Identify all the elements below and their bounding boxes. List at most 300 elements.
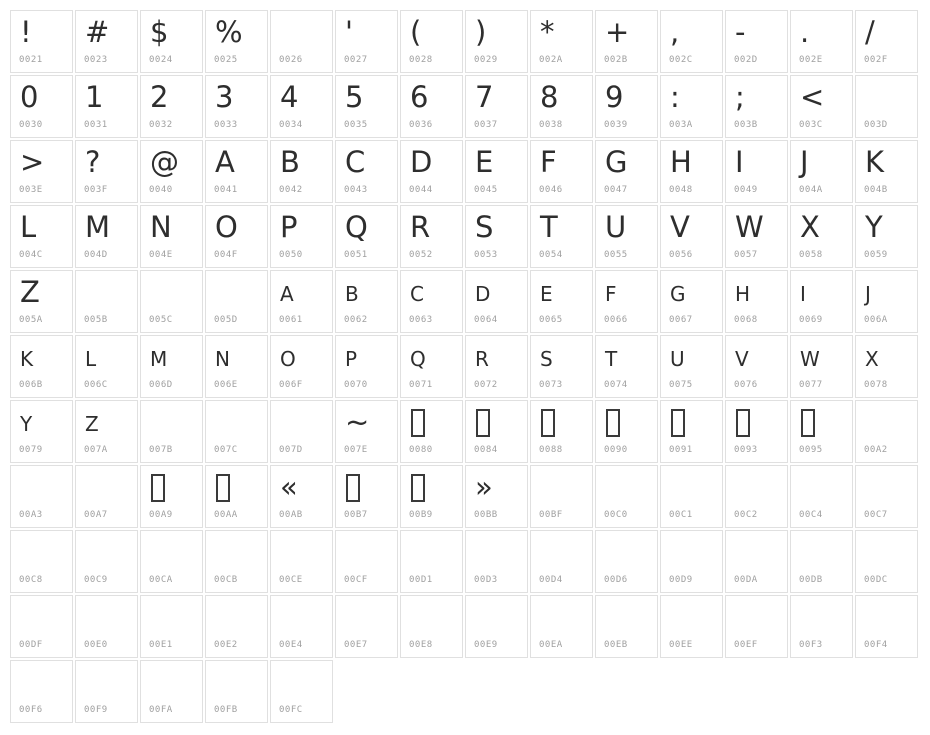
glyph-cell [270,270,333,333]
glyph-cell [205,400,268,463]
glyph-char: M [85,210,111,244]
glyph-char: U [605,210,627,244]
codepoint-label: 0075 [669,380,693,390]
glyph-char: C [410,282,424,306]
codepoint-label: 003C [799,120,823,130]
glyph-cell [530,270,593,333]
glyph-char: 6 [410,80,429,114]
glyph-char: X [865,347,879,371]
glyph-cell [465,530,528,593]
glyph-cell [335,205,398,268]
codepoint-label: 004D [84,250,108,260]
glyph-cell [465,140,528,203]
codepoint-label: 002D [734,55,758,65]
glyph-char: > [20,145,45,179]
glyph-char: 1 [85,80,104,114]
glyph-char: A [215,145,235,179]
codepoint-label: 0091 [669,445,693,455]
codepoint-label: 0079 [19,445,43,455]
glyph-cell [530,205,593,268]
codepoint-label: 0059 [864,250,888,260]
glyph-cell [660,140,723,203]
codepoint-label: 0056 [669,250,693,260]
glyph-cell [335,400,398,463]
codepoint-label: 0057 [734,250,758,260]
glyph-char: X [800,210,820,244]
glyph-cell [530,400,593,463]
glyph-cell [400,205,463,268]
glyph-cell [10,270,73,333]
glyph-cell [75,660,138,723]
glyph-cell [855,10,918,73]
glyph-char: H [670,145,692,179]
glyph-char: Z [85,412,99,436]
codepoint-label: 007C [214,445,238,455]
glyph-cell [140,530,203,593]
glyph-cell [10,530,73,593]
codepoint-label: 00EE [669,640,693,650]
glyph-cell [595,400,658,463]
codepoint-label: 0053 [474,250,498,260]
glyph-char: O [280,347,296,371]
glyph-cell [75,75,138,138]
glyph-cell [205,205,268,268]
glyph-cell [660,400,723,463]
glyph-char: / [865,15,875,49]
glyph-char: O [215,210,238,244]
codepoint-label: 007D [279,445,303,455]
codepoint-label: 0063 [409,315,433,325]
glyph-char: I [800,282,806,306]
glyph-cell [205,335,268,398]
glyph-cell [75,335,138,398]
codepoint-label: 0026 [279,55,303,65]
glyph-cell [270,465,333,528]
glyph-cell [725,465,788,528]
notdef-box-icon [346,474,360,502]
glyph-cell [335,270,398,333]
glyph-cell [335,465,398,528]
glyph-cell [140,140,203,203]
glyph-cell [140,75,203,138]
codepoint-label: 004B [864,185,888,195]
glyph-cell [10,465,73,528]
codepoint-label: 005B [84,315,108,325]
glyph-cell [75,530,138,593]
codepoint-label: 00BF [539,510,563,520]
codepoint-label: 0069 [799,315,823,325]
codepoint-label: 00FB [214,705,238,715]
codepoint-label: 0039 [604,120,628,130]
glyph-cell [660,205,723,268]
glyph-char: Y [865,210,883,244]
glyph-cell [855,400,918,463]
glyph-cell [855,205,918,268]
codepoint-label: 0077 [799,380,823,390]
codepoint-label: 005C [149,315,173,325]
glyph-cell [790,465,853,528]
glyph-char: 8 [540,80,559,114]
glyph-cell [140,660,203,723]
glyph-char: Z [20,275,40,309]
codepoint-label: 0030 [19,120,43,130]
glyph-cell [855,140,918,203]
notdef-box-icon [541,409,555,437]
glyph-char: 7 [475,80,494,114]
codepoint-label: 00D1 [409,575,433,585]
codepoint-label: 0035 [344,120,368,130]
glyph-char: V [735,347,749,371]
codepoint-label: 00E2 [214,640,238,650]
codepoint-label: 00C7 [864,510,888,520]
codepoint-label: 00EB [604,640,628,650]
glyph-cell [75,140,138,203]
glyph-char: B [280,145,300,179]
codepoint-label: 0078 [864,380,888,390]
glyph-cell [335,335,398,398]
codepoint-label: 0032 [149,120,173,130]
codepoint-label: 002A [539,55,563,65]
glyph-char: K [20,347,34,371]
glyph-char: @ [150,145,179,179]
codepoint-label: 004E [149,250,173,260]
glyph-cell [660,465,723,528]
codepoint-label: 0029 [474,55,498,65]
codepoint-label: 00C0 [604,510,628,520]
glyph-char: W [800,347,820,371]
glyph-char: D [475,282,491,306]
glyph-char: F [605,282,617,306]
glyph-char: * [540,15,555,49]
glyph-cell [660,530,723,593]
codepoint-label: 0021 [19,55,43,65]
glyph-char: ' [345,15,353,49]
glyph-char: S [475,210,494,244]
glyph-char: G [605,145,628,179]
glyph-cell [400,595,463,658]
glyph-cell [595,270,658,333]
codepoint-label: 0023 [84,55,108,65]
glyph-cell [140,10,203,73]
glyph-cell [725,400,788,463]
glyph-cell [595,335,658,398]
codepoint-label: 0088 [539,445,563,455]
codepoint-label: 00EA [539,640,563,650]
glyph-char: E [540,282,553,306]
glyph-cell [10,75,73,138]
notdef-box-icon [801,409,815,437]
glyph-char: + [605,15,630,49]
notdef-box-icon [411,474,425,502]
glyph-cell [205,75,268,138]
glyph-char: L [85,347,97,371]
codepoint-label: 0090 [604,445,628,455]
codepoint-label: 0065 [539,315,563,325]
codepoint-label: 0025 [214,55,238,65]
codepoint-label: 00C1 [669,510,693,520]
notdef-box-icon [411,409,425,437]
glyph-char: I [735,145,744,179]
glyph-char: H [735,282,751,306]
glyph-cell [270,335,333,398]
glyph-cell [530,530,593,593]
codepoint-label: 0042 [279,185,303,195]
glyph-char: B [345,282,359,306]
glyph-cell [465,595,528,658]
codepoint-label: 0064 [474,315,498,325]
glyph-cell [335,530,398,593]
glyph-cell [790,140,853,203]
glyph-char: T [605,347,618,371]
glyph-cell [465,10,528,73]
codepoint-label: 0080 [409,445,433,455]
codepoint-label: 00E8 [409,640,433,650]
codepoint-label: 00C9 [84,575,108,585]
glyph-cell [270,400,333,463]
glyph-cell [400,530,463,593]
glyph-char: P [345,347,358,371]
glyph-char: ) [475,15,487,49]
codepoint-label: 0095 [799,445,823,455]
notdef-box-icon [606,409,620,437]
glyph-cell [400,400,463,463]
codepoint-label: 0024 [149,55,173,65]
glyph-char: R [475,347,489,371]
glyph-char: J [800,145,809,179]
codepoint-label: 0031 [84,120,108,130]
glyph-char: R [410,210,431,244]
glyph-char: 9 [605,80,624,114]
glyph-char: A [280,282,294,306]
codepoint-label: 006A [864,315,888,325]
glyph-cell [335,140,398,203]
glyph-cell [530,75,593,138]
glyph-cell [140,400,203,463]
glyph-cell [660,10,723,73]
codepoint-label: 0068 [734,315,758,325]
glyph-cell [140,270,203,333]
glyph-cell [75,465,138,528]
codepoint-label: 0051 [344,250,368,260]
glyph-char: N [215,347,230,371]
glyph-cell [660,75,723,138]
codepoint-label: 00C8 [19,575,43,585]
codepoint-label: 0054 [539,250,563,260]
glyph-cell [595,140,658,203]
codepoint-label: 003D [864,120,888,130]
glyph-cell [465,400,528,463]
glyph-cell [335,10,398,73]
codepoint-label: 0046 [539,185,563,195]
codepoint-label: 00E1 [149,640,173,650]
glyph-cell [790,400,853,463]
glyph-cell [205,660,268,723]
glyph-cell [530,595,593,658]
glyph-cell [660,270,723,333]
glyph-char: 0 [20,80,39,114]
codepoint-label: 00A7 [84,510,108,520]
codepoint-label: 007E [344,445,368,455]
glyph-char: U [670,347,685,371]
glyph-cell [10,10,73,73]
glyph-cell [140,465,203,528]
glyph-char: M [150,347,168,371]
glyph-cell [855,335,918,398]
glyph-cell [465,465,528,528]
glyph-cell [75,400,138,463]
glyph-cell [205,10,268,73]
glyph-char: » [475,470,493,504]
glyph-cell [10,595,73,658]
codepoint-label: 00D3 [474,575,498,585]
codepoint-label: 0037 [474,120,498,130]
codepoint-label: 006E [214,380,238,390]
glyph-char: < [800,80,825,114]
glyph-cell [855,465,918,528]
glyph-char: S [540,347,553,371]
codepoint-label: 00CE [279,575,303,585]
codepoint-label: 0076 [734,380,758,390]
glyph-cell [530,10,593,73]
glyph-char: - [735,15,746,49]
codepoint-label: 005D [214,315,238,325]
codepoint-label: 004F [214,250,238,260]
glyph-cell [595,530,658,593]
codepoint-label: 0044 [409,185,433,195]
glyph-char: V [670,210,690,244]
glyph-cell [595,595,658,658]
codepoint-label: 00DA [734,575,758,585]
codepoint-label: 0049 [734,185,758,195]
codepoint-label: 00D4 [539,575,563,585]
codepoint-label: 0061 [279,315,303,325]
glyph-cell [400,270,463,333]
glyph-char: 5 [345,80,364,114]
glyph-cell [270,10,333,73]
codepoint-label: 00DB [799,575,823,585]
glyph-cell [725,530,788,593]
glyph-cell [270,660,333,723]
glyph-cell [790,595,853,658]
glyph-cell [530,335,593,398]
codepoint-label: 006C [84,380,108,390]
codepoint-label: 00C2 [734,510,758,520]
glyph-cell [75,595,138,658]
codepoint-label: 00AA [214,510,238,520]
codepoint-label: 00FA [149,705,173,715]
glyph-char: # [85,15,110,49]
glyph-char: , [670,15,680,49]
codepoint-label: 00E7 [344,640,368,650]
codepoint-label: 003B [734,120,758,130]
codepoint-label: 00B7 [344,510,368,520]
glyph-cell [75,10,138,73]
codepoint-label: 0052 [409,250,433,260]
codepoint-label: 0045 [474,185,498,195]
notdef-box-icon [151,474,165,502]
codepoint-label: 0043 [344,185,368,195]
glyph-cell [400,10,463,73]
glyph-cell [465,75,528,138]
codepoint-label: 00BB [474,510,498,520]
glyph-char: 2 [150,80,169,114]
glyph-cell [855,530,918,593]
codepoint-label: 00CF [344,575,368,585]
glyph-char: % [215,15,243,49]
codepoint-label: 00FC [279,705,303,715]
glyph-cell [10,335,73,398]
glyph-char: 4 [280,80,299,114]
codepoint-label: 00E4 [279,640,303,650]
glyph-cell [140,595,203,658]
codepoint-label: 0047 [604,185,628,195]
codepoint-label: 007B [149,445,173,455]
glyph-cell [790,75,853,138]
glyph-cell [725,595,788,658]
glyph-char: K [865,145,885,179]
codepoint-label: 0034 [279,120,303,130]
codepoint-label: 0048 [669,185,693,195]
glyph-cell [75,205,138,268]
glyph-char: ! [20,15,32,49]
codepoint-label: 0084 [474,445,498,455]
glyph-char: Q [345,210,368,244]
glyph-cell [205,595,268,658]
glyph-char: F [540,145,557,179]
codepoint-label: 00DC [864,575,888,585]
glyph-char: G [670,282,686,306]
codepoint-label: 004A [799,185,823,195]
codepoint-label: 00F9 [84,705,108,715]
codepoint-label: 0067 [669,315,693,325]
glyph-cell [790,530,853,593]
notdef-box-icon [216,474,230,502]
notdef-box-icon [736,409,750,437]
codepoint-label: 006D [149,380,173,390]
glyph-cell [270,530,333,593]
codepoint-label: 007A [84,445,108,455]
glyph-cell [725,75,788,138]
codepoint-label: 00DF [19,640,43,650]
glyph-cell [660,335,723,398]
codepoint-label: 0050 [279,250,303,260]
glyph-cell [335,595,398,658]
glyph-cell [790,10,853,73]
glyph-char: T [540,210,558,244]
glyph-cell [595,465,658,528]
glyph-cell [660,595,723,658]
glyph-cell [335,75,398,138]
glyph-cell [530,465,593,528]
codepoint-label: 002F [864,55,888,65]
glyph-cell [400,140,463,203]
codepoint-label: 00E9 [474,640,498,650]
codepoint-label: 003F [84,185,108,195]
codepoint-label: 00E0 [84,640,108,650]
glyph-cell [790,205,853,268]
glyph-cell [270,205,333,268]
codepoint-label: 00D9 [669,575,693,585]
codepoint-label: 00CB [214,575,238,585]
glyph-cell [855,595,918,658]
codepoint-label: 0038 [539,120,563,130]
glyph-char: Y [20,412,33,436]
glyph-cell [790,335,853,398]
glyph-cell [270,140,333,203]
codepoint-label: 00C4 [799,510,823,520]
codepoint-label: 00A9 [149,510,173,520]
codepoint-label: 0066 [604,315,628,325]
